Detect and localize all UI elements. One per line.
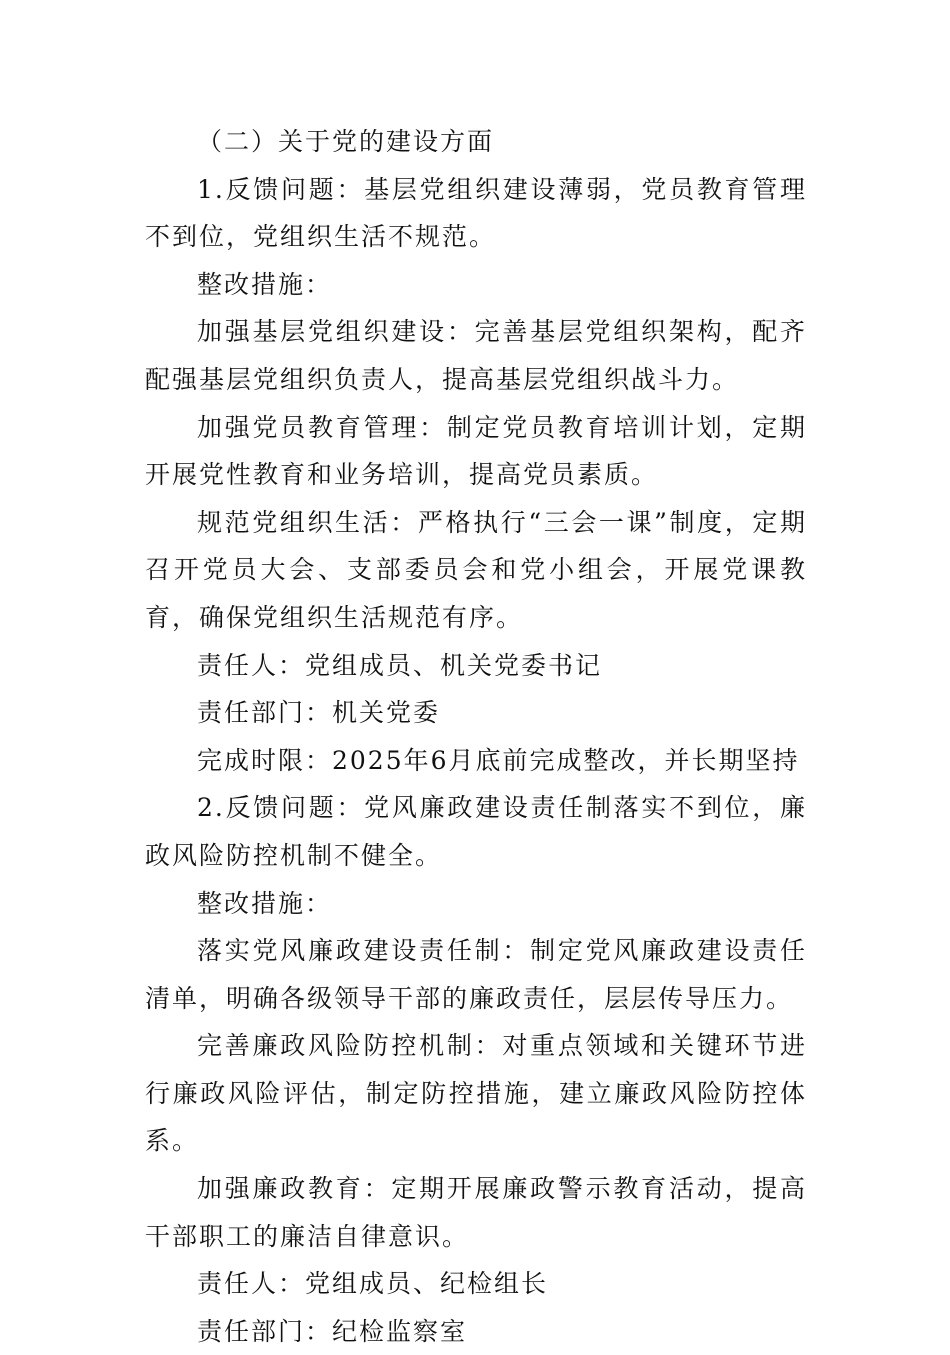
issue-1-measures-label: 整改措施： — [197, 269, 333, 299]
issue-2-measures-label: 整改措施： — [197, 888, 333, 918]
issue-1-feedback: 1.反馈问题：基层党组织建设薄弱，党员教育管理不到位，党组织生活不规范。 — [145, 174, 807, 252]
issue-2-responsible-person: 责任人：党组成员、纪检组长 — [197, 1269, 549, 1299]
issue-1-responsible-person: 责任人：党组成员、机关党委书记 — [197, 650, 603, 680]
issue-1-responsible-department: 责任部门：机关党委 — [197, 698, 441, 728]
issue-2-measure-1: 落实党风廉政建设责任制：制定党风廉政建设责任清单，明确各级领导干部的廉政责任，层层传导压力。 — [145, 936, 807, 1013]
issue-1-measure-3: 规范党组织生活：严格执行“三会一课”制度，定期召开党员大会、支部委员会和党小组会，开展党课教育，确保党组织生活规范有序。 — [145, 507, 807, 632]
issue-1-measure-2: 加强党员教育管理：制定党员教育培训计划，定期开展党性教育和业务培训，提高党员素质。 — [145, 412, 807, 490]
issue-2-measure-2: 完善廉政风险防控机制：对重点领域和关键环节进行廉政风险评估，制定防控措施，建立廉政风险防控体系。 — [145, 1031, 807, 1156]
issue-2-responsible-department: 责任部门：纪检监察室 — [197, 1316, 468, 1346]
section-heading: （二）关于党的建设方面 — [197, 127, 495, 156]
document-body — [145, 118, 807, 1355]
issue-2-measure-3: 加强廉政教育：定期开展廉政警示教育活动，提高干部职工的廉洁自律意识。 — [145, 1174, 807, 1251]
issue-1-measure-1: 加强基层党组织建设：完善基层党组织架构，配齐配强基层党组织负责人，提高基层党组织战斗力。 — [145, 317, 807, 394]
issue-2-feedback: 2.反馈问题：党风廉政建设责任制落实不到位，廉政风险防控机制不健全。 — [145, 793, 807, 870]
issue-1-deadline: 完成时限：2025年6月底前完成整改，并长期坚持 — [197, 745, 800, 775]
